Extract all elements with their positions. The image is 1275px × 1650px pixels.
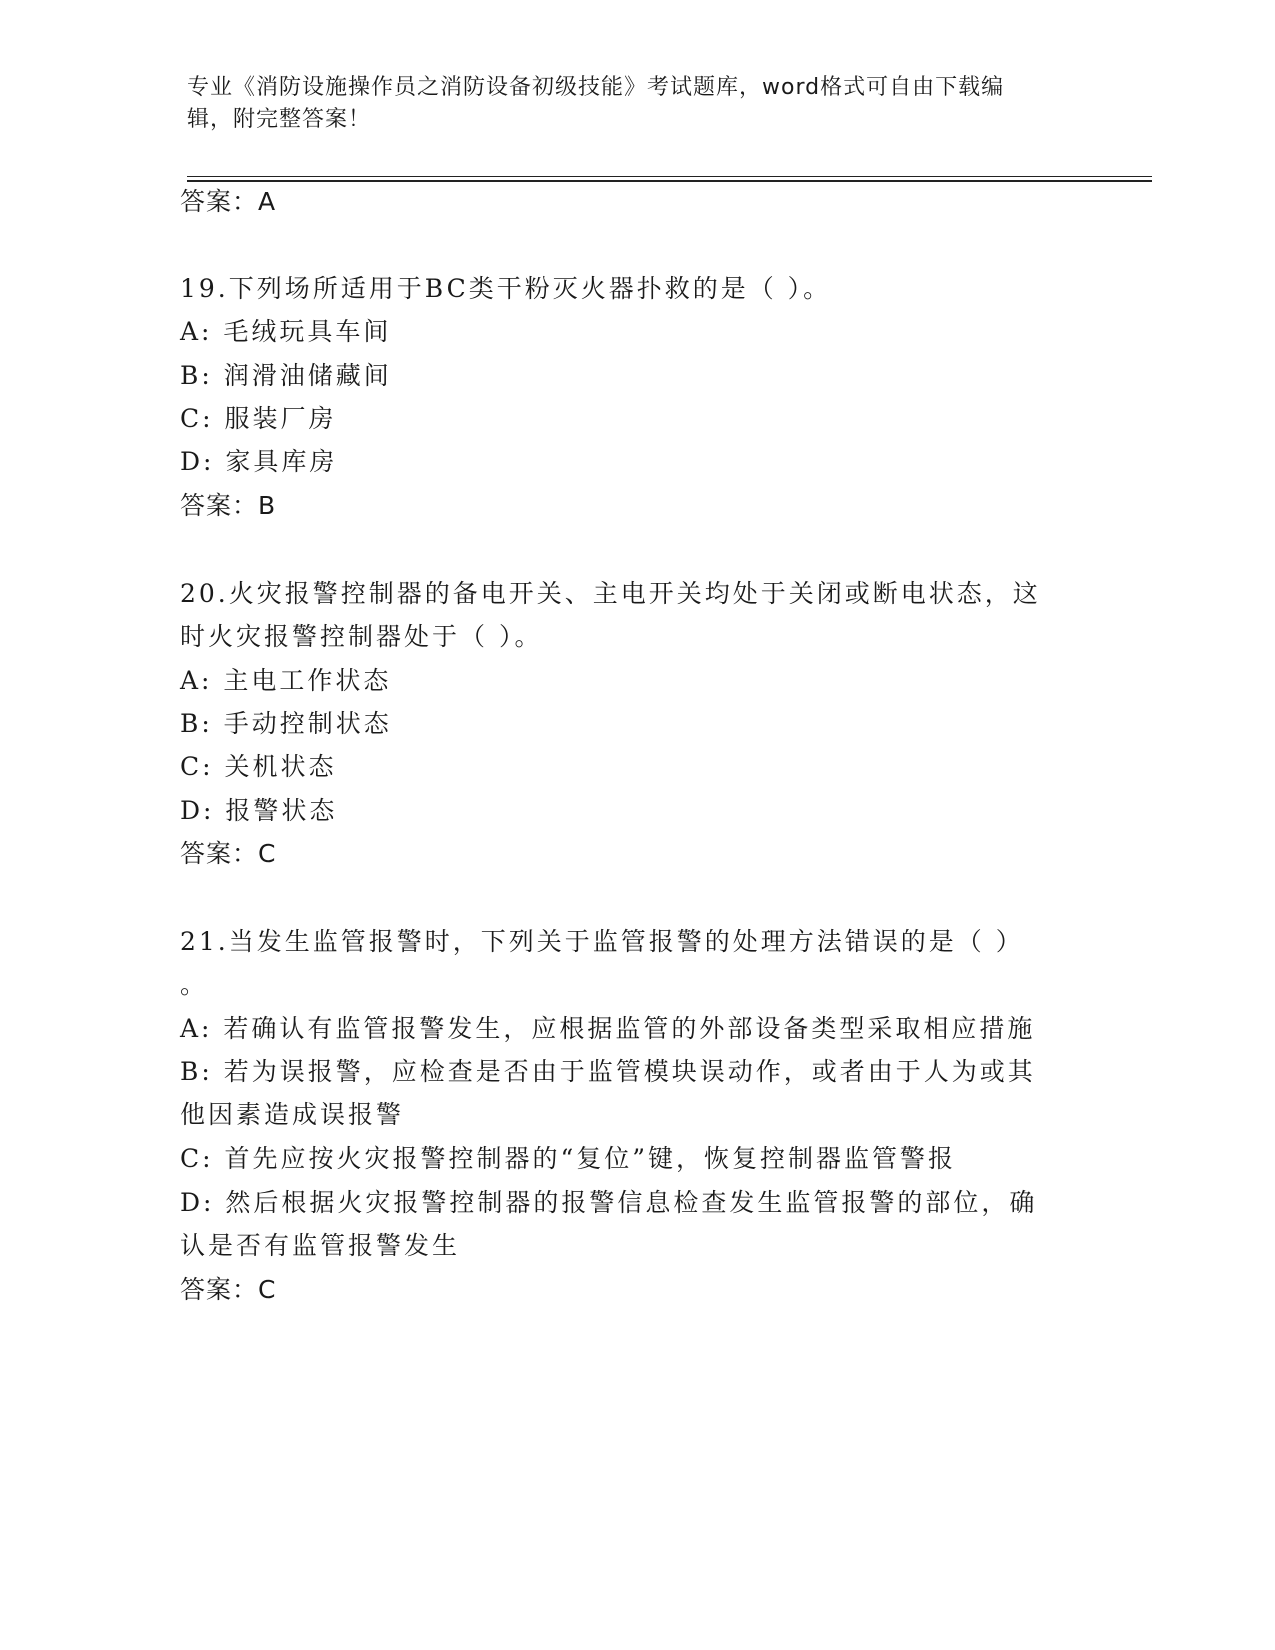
question-20-option-b: B: 手动控制状态 <box>180 709 392 738</box>
header-line-1: 专业《消防设施操作员之消防设备初级技能》考试题库，word格式可自由下载编 <box>187 75 1005 100</box>
question-21-answer: 答案：C <box>180 1275 277 1304</box>
question-20-stem-line-2: 时火灾报警控制器处于（ ）。 <box>180 622 543 651</box>
question-21-option-b-line-2: 他因素造成误报警 <box>180 1100 405 1129</box>
question-19-option-c: C: 服装厂房 <box>180 404 337 433</box>
question-21-option-d-line-2: 认是否有监管报警发生 <box>180 1231 461 1260</box>
question-19-option-d: D: 家具库房 <box>180 447 338 476</box>
question-21-option-c: C: 首先应按火灾报警控制器的“复位”键，恢复控制器监管警报 <box>180 1144 957 1173</box>
question-21-stem-line-1: 21.当发生监管报警时，下列关于监管报警的处理方法错误的是（ ） <box>180 927 1024 956</box>
question-19-option-a: A: 毛绒玩具车间 <box>180 317 392 346</box>
question-20-option-a: A: 主电工作状态 <box>180 666 392 695</box>
question-20-stem-line-1: 20.火灾报警控制器的备电开关、主电开关均处于关闭或断电状态，这 <box>180 579 1041 608</box>
question-21-option-a: A: 若确认有监管报警发生，应根据监管的外部设备类型采取相应措施 <box>180 1014 1036 1043</box>
document-body <box>180 0 1180 1650</box>
question-19-answer: 答案：B <box>180 491 277 520</box>
question-21-stem-line-2: 。 <box>180 970 209 999</box>
question-21-option-b-line-1: B: 若为误报警，应检查是否由于监管模块误动作，或者由于人为或其 <box>180 1057 1036 1086</box>
question-19-stem: 19.下列场所适用于BC类干粉灭火器扑救的是（ ）。 <box>180 274 832 303</box>
question-20-option-d: D: 报警状态 <box>180 796 338 825</box>
answer-prev: 答案：A <box>180 187 277 216</box>
question-21-option-d-line-1: D: 然后根据火灾报警控制器的报警信息检查发生监管报警的部位，确 <box>180 1188 1038 1217</box>
header-line-2: 辑，附完整答案！ <box>187 107 372 132</box>
question-20-option-c: C: 关机状态 <box>180 752 337 781</box>
question-19-option-b: B: 润滑油储藏间 <box>180 361 392 390</box>
question-20-answer: 答案：C <box>180 839 277 868</box>
